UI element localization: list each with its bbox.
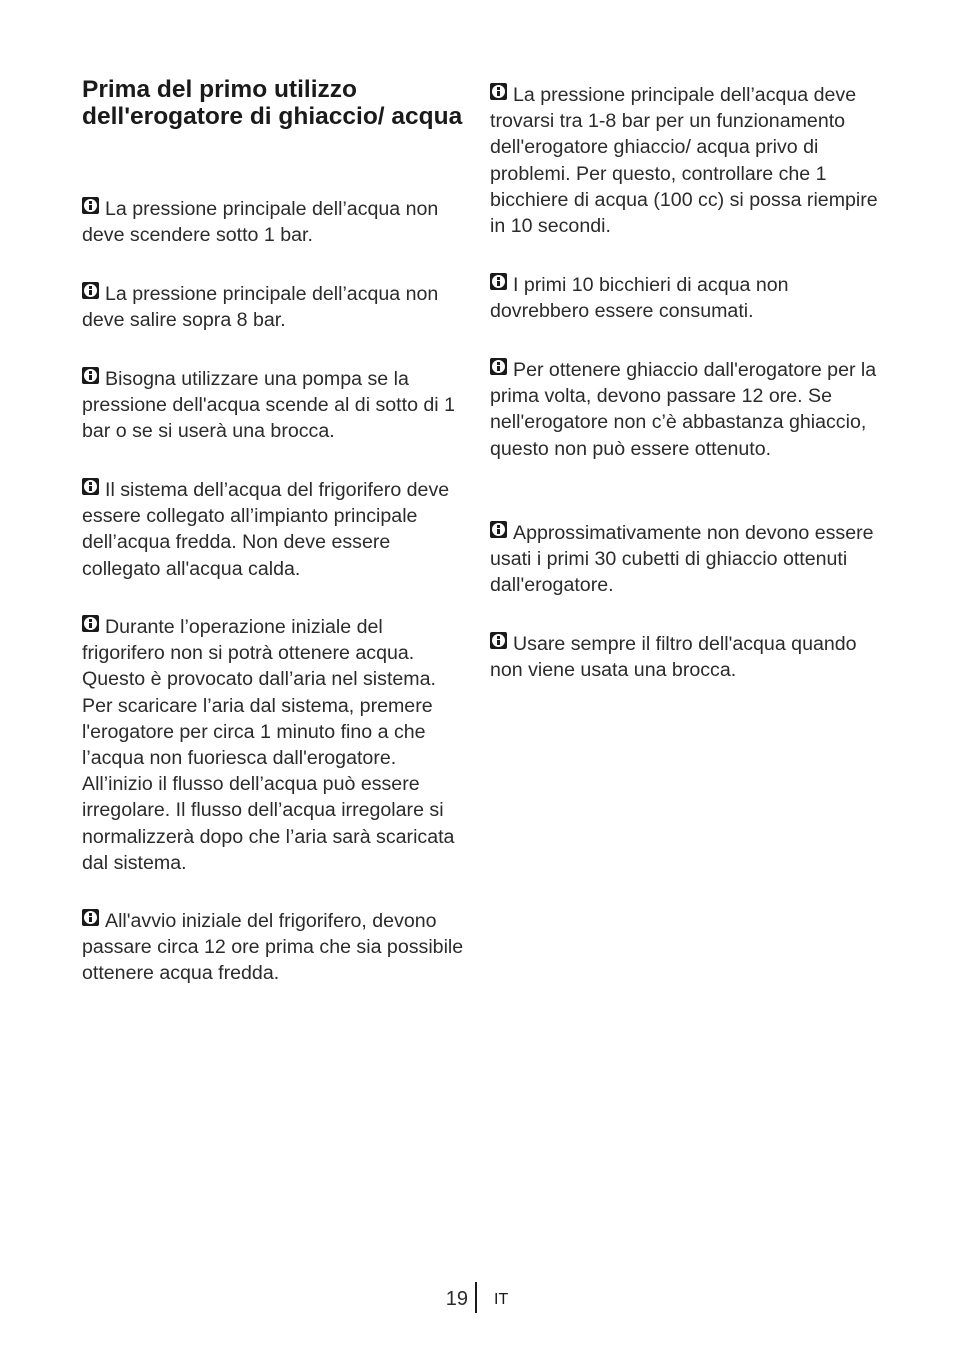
note-text: Approssimativamente non devono essere usati i primi 30 cubetti di ghiaccio ottenuti dall'erogatore. xyxy=(490,522,874,597)
footer-divider xyxy=(475,1282,477,1313)
info-icon xyxy=(490,521,507,538)
note-text: Bisogna utilizzare una pompa se la pressione dell'acqua scende al di sotto di 1 bar o se si userà una brocca. xyxy=(82,368,455,443)
note-pressure-range xyxy=(490,82,880,239)
page-footer xyxy=(0,1282,954,1316)
note-text: Per ottenere ghiaccio dall'erogatore per la prima volta, devono passare 12 ore. Se nell'erogatore non c’è abbastanza ghiaccio, questo non può essere ottenuto. xyxy=(490,359,877,460)
note-ice-first-time xyxy=(490,357,880,462)
note-min-pressure xyxy=(82,196,466,248)
note-startup-time xyxy=(82,908,466,987)
info-icon xyxy=(82,478,99,495)
note-text: All'avvio iniziale del frigorifero, devono passare circa 12 ore prima che sia possibile ottenere acqua fredda. xyxy=(82,910,464,985)
info-icon xyxy=(490,83,507,100)
note-first-ice-cubes xyxy=(490,520,880,599)
note-text: Usare sempre il filtro dell'acqua quando non viene usata una brocca. xyxy=(490,633,857,682)
info-icon xyxy=(82,615,99,632)
note-first-glasses xyxy=(490,272,880,324)
info-icon xyxy=(82,197,99,214)
note-cold-water xyxy=(82,477,466,582)
note-text: Durante l’operazione iniziale del frigorifero non si potrà ottenere acqua. Questo è provocato dall’aria nel sistema. Per scaricare l’aria dal sistema, premere l'erogatore per circa 1 minuto fino a che l’acqua non fuoriesca dall'erogatore. All’inizio il flusso dell’acqua può essere irregolare. Il flusso dell’acqua irregolare si normalizzerà dopo che l’aria sarà scaricata dal sistema. xyxy=(82,616,455,874)
note-initial-operation xyxy=(82,614,466,876)
page-title: Prima del primo utilizzo dell'erogatore di ghiaccio/ acqua xyxy=(82,76,463,130)
info-icon xyxy=(82,909,99,926)
note-pump xyxy=(82,366,466,445)
note-text: La pressione principale dell’acqua non deve salire sopra 8 bar. xyxy=(82,283,439,332)
note-text: La pressione principale dell’acqua non deve scendere sotto 1 bar. xyxy=(82,198,439,247)
info-icon xyxy=(82,367,99,384)
info-icon xyxy=(82,282,99,299)
note-water-filter xyxy=(490,631,880,683)
info-icon xyxy=(490,358,507,375)
info-icon xyxy=(490,273,507,290)
info-icon xyxy=(490,632,507,649)
language-code: IT xyxy=(494,1291,509,1308)
note-text: La pressione principale dell’acqua deve trovarsi tra 1-8 bar per un funzionamento dell'erogatore ghiaccio/ acqua privo di problemi. Per questo, controllare che 1 bicchiere di acqua (100 cc) si possa riempire in 10 secondi. xyxy=(490,84,878,238)
note-max-pressure xyxy=(82,281,466,333)
page-number: 19 xyxy=(445,1288,468,1310)
note-text: Il sistema dell’acqua del frigorifero deve essere collegato all’impianto principale dell’acqua fredda. Non deve essere collegato all'acqua calda. xyxy=(82,479,450,580)
note-text: I primi 10 bicchieri di acqua non dovrebbero essere consumati. xyxy=(490,274,789,323)
